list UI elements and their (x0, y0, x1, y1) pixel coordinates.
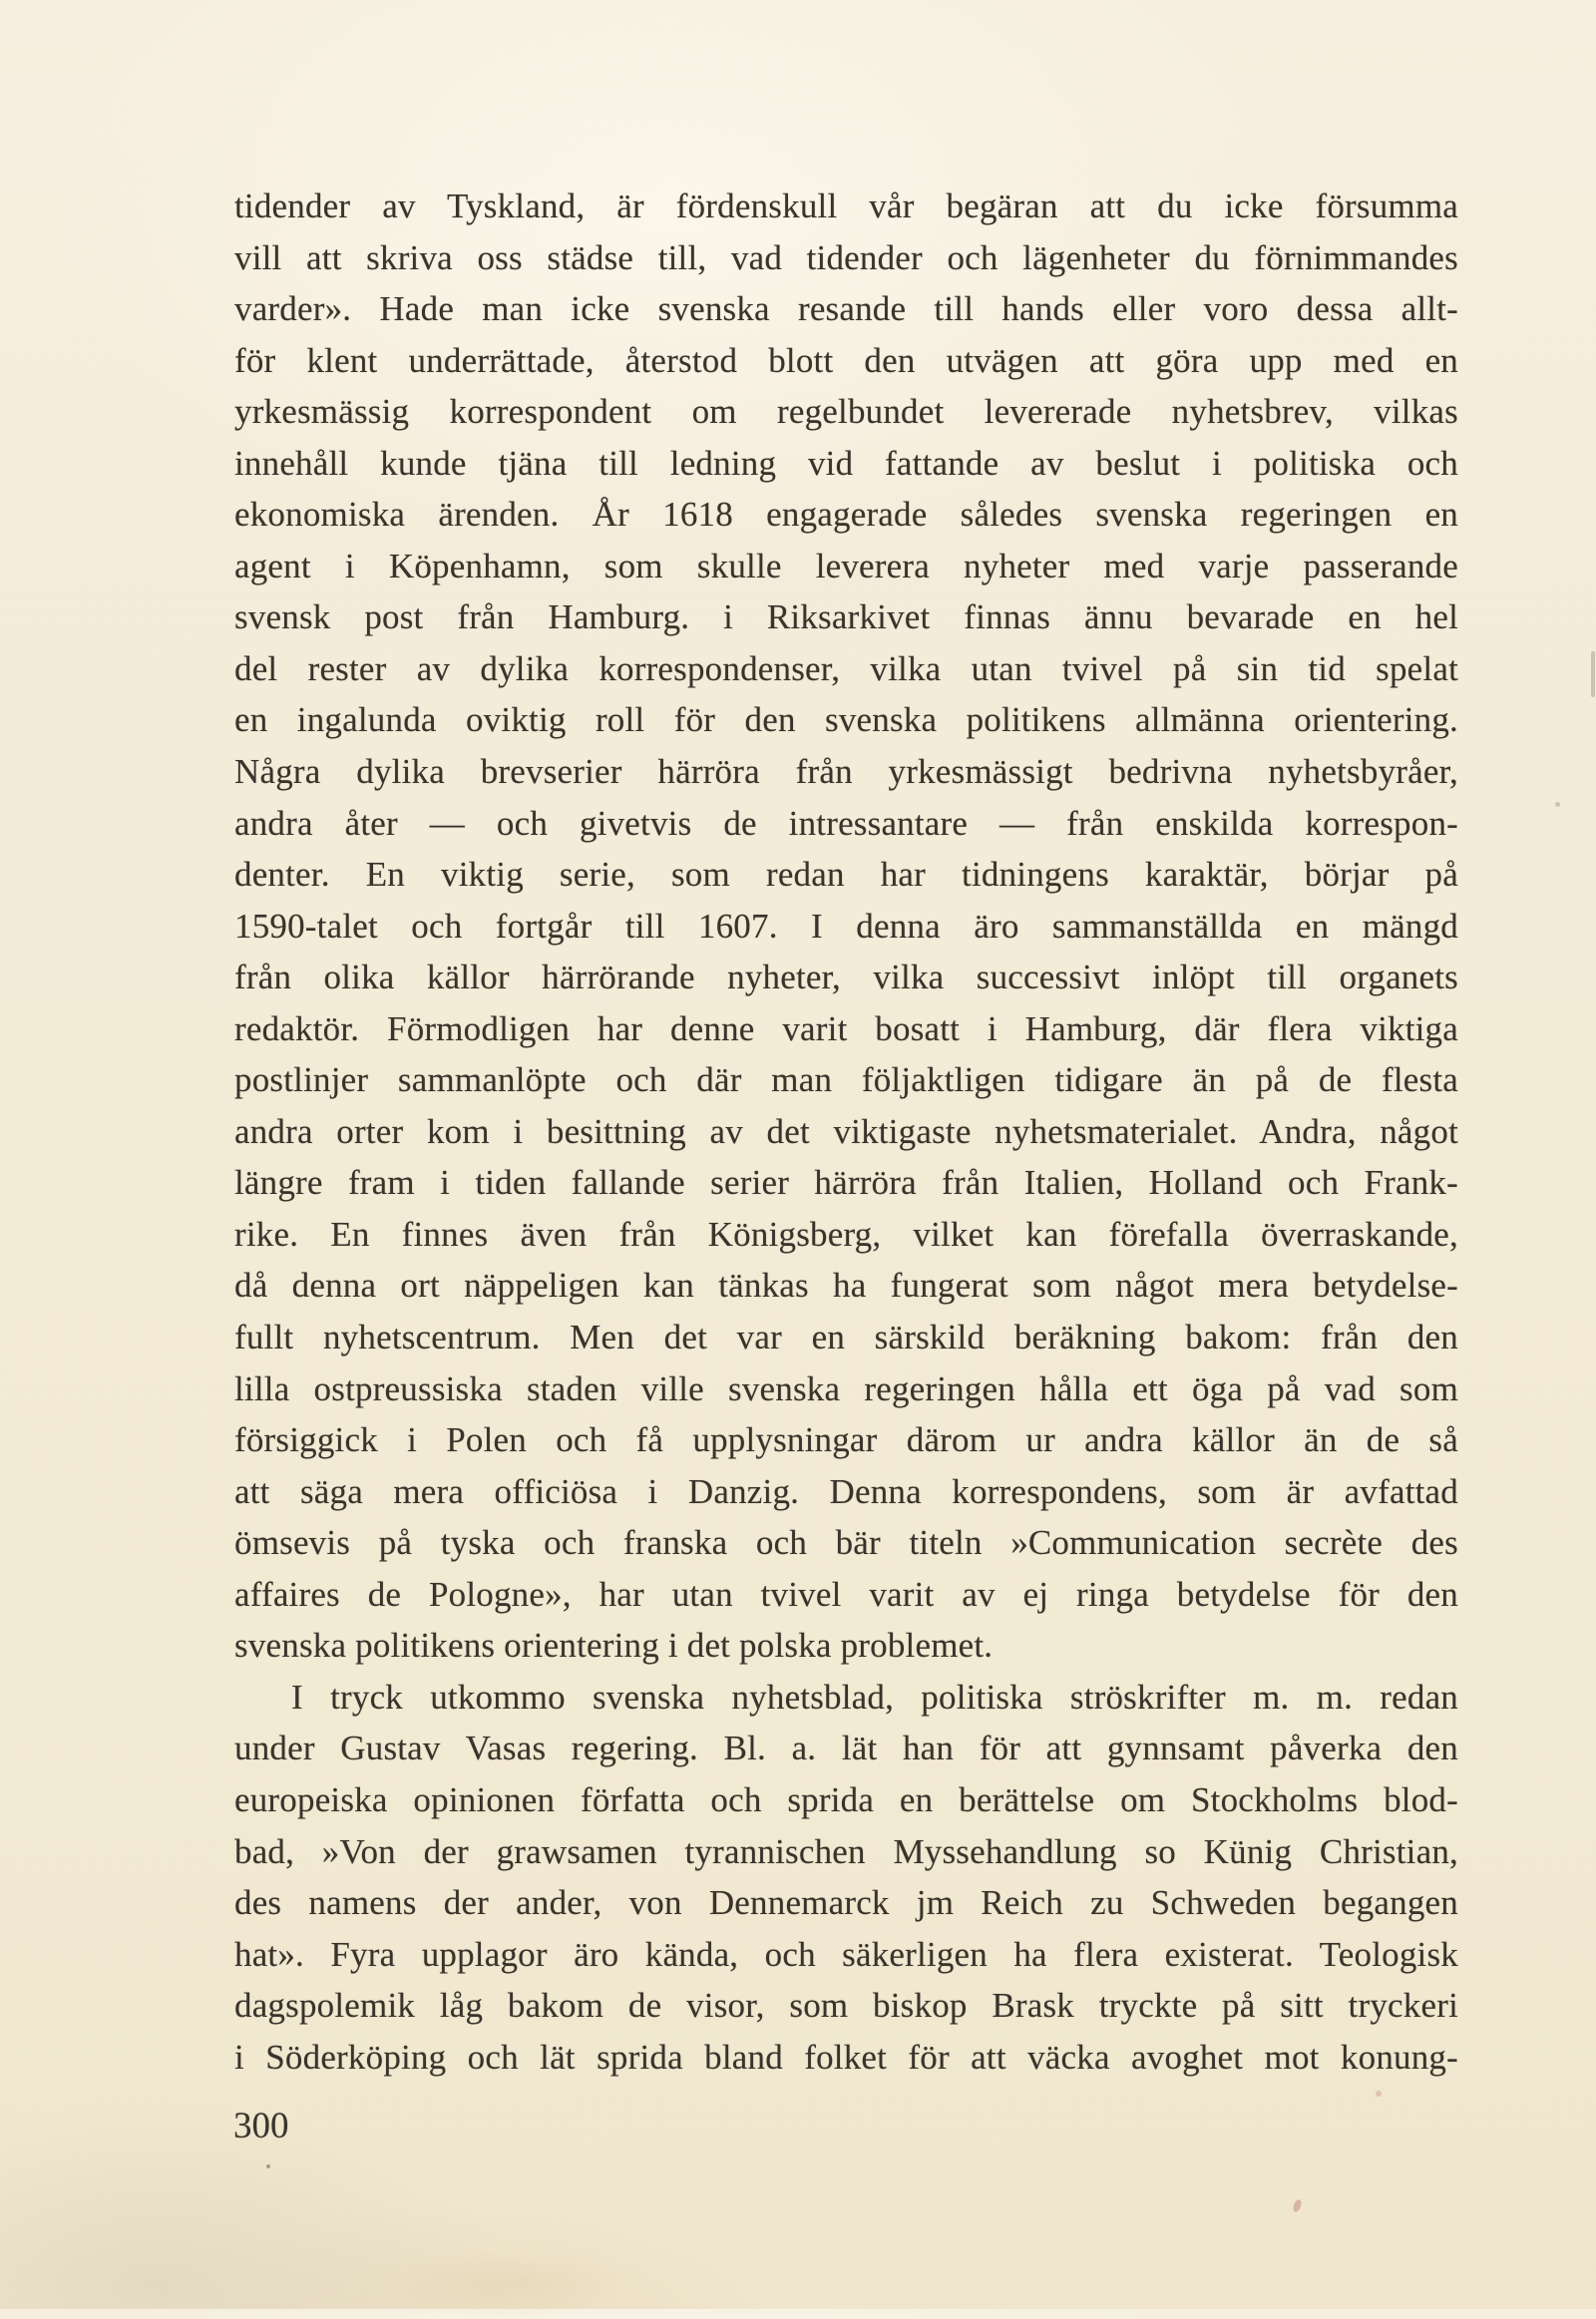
text-line: tidender av Tyskland, är fördenskull vår begäran att du icke försumma (234, 187, 1458, 225)
text-line: svenska politikens orientering i det polska problemet. (234, 1626, 994, 1666)
page-text (234, 181, 1458, 2083)
text-line: 1590-talet och fortgår till 1607. I denna äro sammanställda en mängd (234, 906, 1458, 946)
text-line: andra orter kom i besittning av det viktigaste nyhetsmaterialet. Andra, något (234, 1111, 1458, 1151)
text-line: europeiska opinionen författa och sprida en berättelse om Stockholms blod- (234, 1779, 1458, 1819)
text-line: att säga mera officiösa i Danzig. Denna korrespondens, som är avfattad (234, 1471, 1458, 1511)
scan-artifact-right-edge (1591, 651, 1595, 697)
text-line: postlinjer sammanlöpte och där man följaktligen tidigare än på de flesta (234, 1060, 1458, 1100)
text-line: en ingalunda oviktig roll för den svenska politikens allmänna orientering. (234, 700, 1458, 740)
text-line: under Gustav Vasas regering. Bl. a. lät han för att gynnsamt påverka den (234, 1729, 1458, 1768)
text-line: försiggick i Polen och få upplysningar därom ur andra källor än de så (234, 1420, 1458, 1460)
text-line: redaktör. Förmodligen har denne varit bosatt i Hamburg, där flera viktiga (234, 1008, 1458, 1048)
text-line: längre fram i tiden fallande serier härröra från Italien, Holland och Frank- (234, 1163, 1458, 1203)
scan-speck (1376, 2091, 1382, 2097)
text-line: vill att skriva oss städse till, vad tidender och lägenheter du förnimmandes (234, 237, 1458, 277)
text-line: från olika källor härrörande nyheter, vilka successivt inlöpt till organets (234, 958, 1458, 997)
text-line: del rester av dylika korrespondenser, vilka utan tvivel på sin tid spelat (234, 648, 1458, 688)
text-line: svensk post från Hamburg. i Riksarkivet finnas ännu bevarade en hel (234, 597, 1458, 637)
text-line: hat». Fyra upplagor äro kända, och säkerligen ha flera existerat. Teologisk (234, 1934, 1458, 1974)
text-line: då denna ort näppeligen kan tänkas ha fungerat som något mera betydelse- (234, 1266, 1458, 1306)
text-line: des namens der ander, von Dennemarck jm Reich zu Schweden begangen (234, 1883, 1458, 1923)
text-line: rike. En finnes även från Königsberg, vilket kan förefalla överraskande, (234, 1214, 1458, 1254)
text-line: ömsevis på tyska och franska och bär titeln »Communication secrète des (234, 1523, 1458, 1563)
text-line: bad, »Von der grawsamen tyrannischen Myssehandlung so Künig Christian, (234, 1831, 1458, 1871)
text-line: i Söderköping och lät sprida bland folket för att väcka avoghet mot konung- (234, 2037, 1458, 2077)
scan-speck (1555, 802, 1560, 807)
text-line: ekonomiska ärenden. År 1618 engagerade således svenska regeringen en (234, 495, 1458, 535)
text-line: fullt nyhetscentrum. Men det var en särskild beräkning bakom: från den (234, 1318, 1458, 1357)
page-number: 300 (233, 2106, 289, 2146)
text-line: agent i Köpenhamn, som skulle leverera nyheter med varje passerande (234, 546, 1458, 585)
text-line: för klent underrättade, återstod blott den utvägen att göra upp med en (234, 340, 1458, 380)
paragraph-1 (234, 181, 1458, 1672)
text-line: I tryck utkommo svenska nyhetsblad, politiska ströskrifter m. m. redan (291, 1677, 1458, 1717)
text-line: innehåll kunde tjäna till ledning vid fattande av beslut i politiska och (234, 443, 1458, 483)
scan-speck-pink (1292, 2198, 1303, 2213)
text-line: yrkesmässig korrespondent om regelbundet levererade nyhetsbrev, vilkas (234, 392, 1458, 432)
paragraph-2 (234, 1672, 1458, 2083)
text-line: andra åter — och givetvis de intressantare — från enskilda korrespon- (234, 803, 1458, 843)
text-line: dagspolemik låg bakom de visor, som biskop Brask tryckte på sitt tryckeri (234, 1986, 1458, 2026)
text-line: varder». Hade man icke svenska resande till hands eller voro dessa allt- (234, 289, 1458, 329)
text-line: lilla ostpreussiska staden ville svenska regeringen hålla ett öga på vad som (234, 1368, 1458, 1408)
text-line: denter. En viktig serie, som redan har tidningens karaktär, börjar på (234, 855, 1458, 895)
scan-speck (266, 2164, 270, 2168)
text-line: Några dylika brevserier härröra från yrkesmässigt bedrivna nyhetsbyråer, (234, 752, 1458, 792)
text-line: affaires de Pologne», har utan tvivel varit av ej ringa betydelse för den (234, 1574, 1458, 1614)
